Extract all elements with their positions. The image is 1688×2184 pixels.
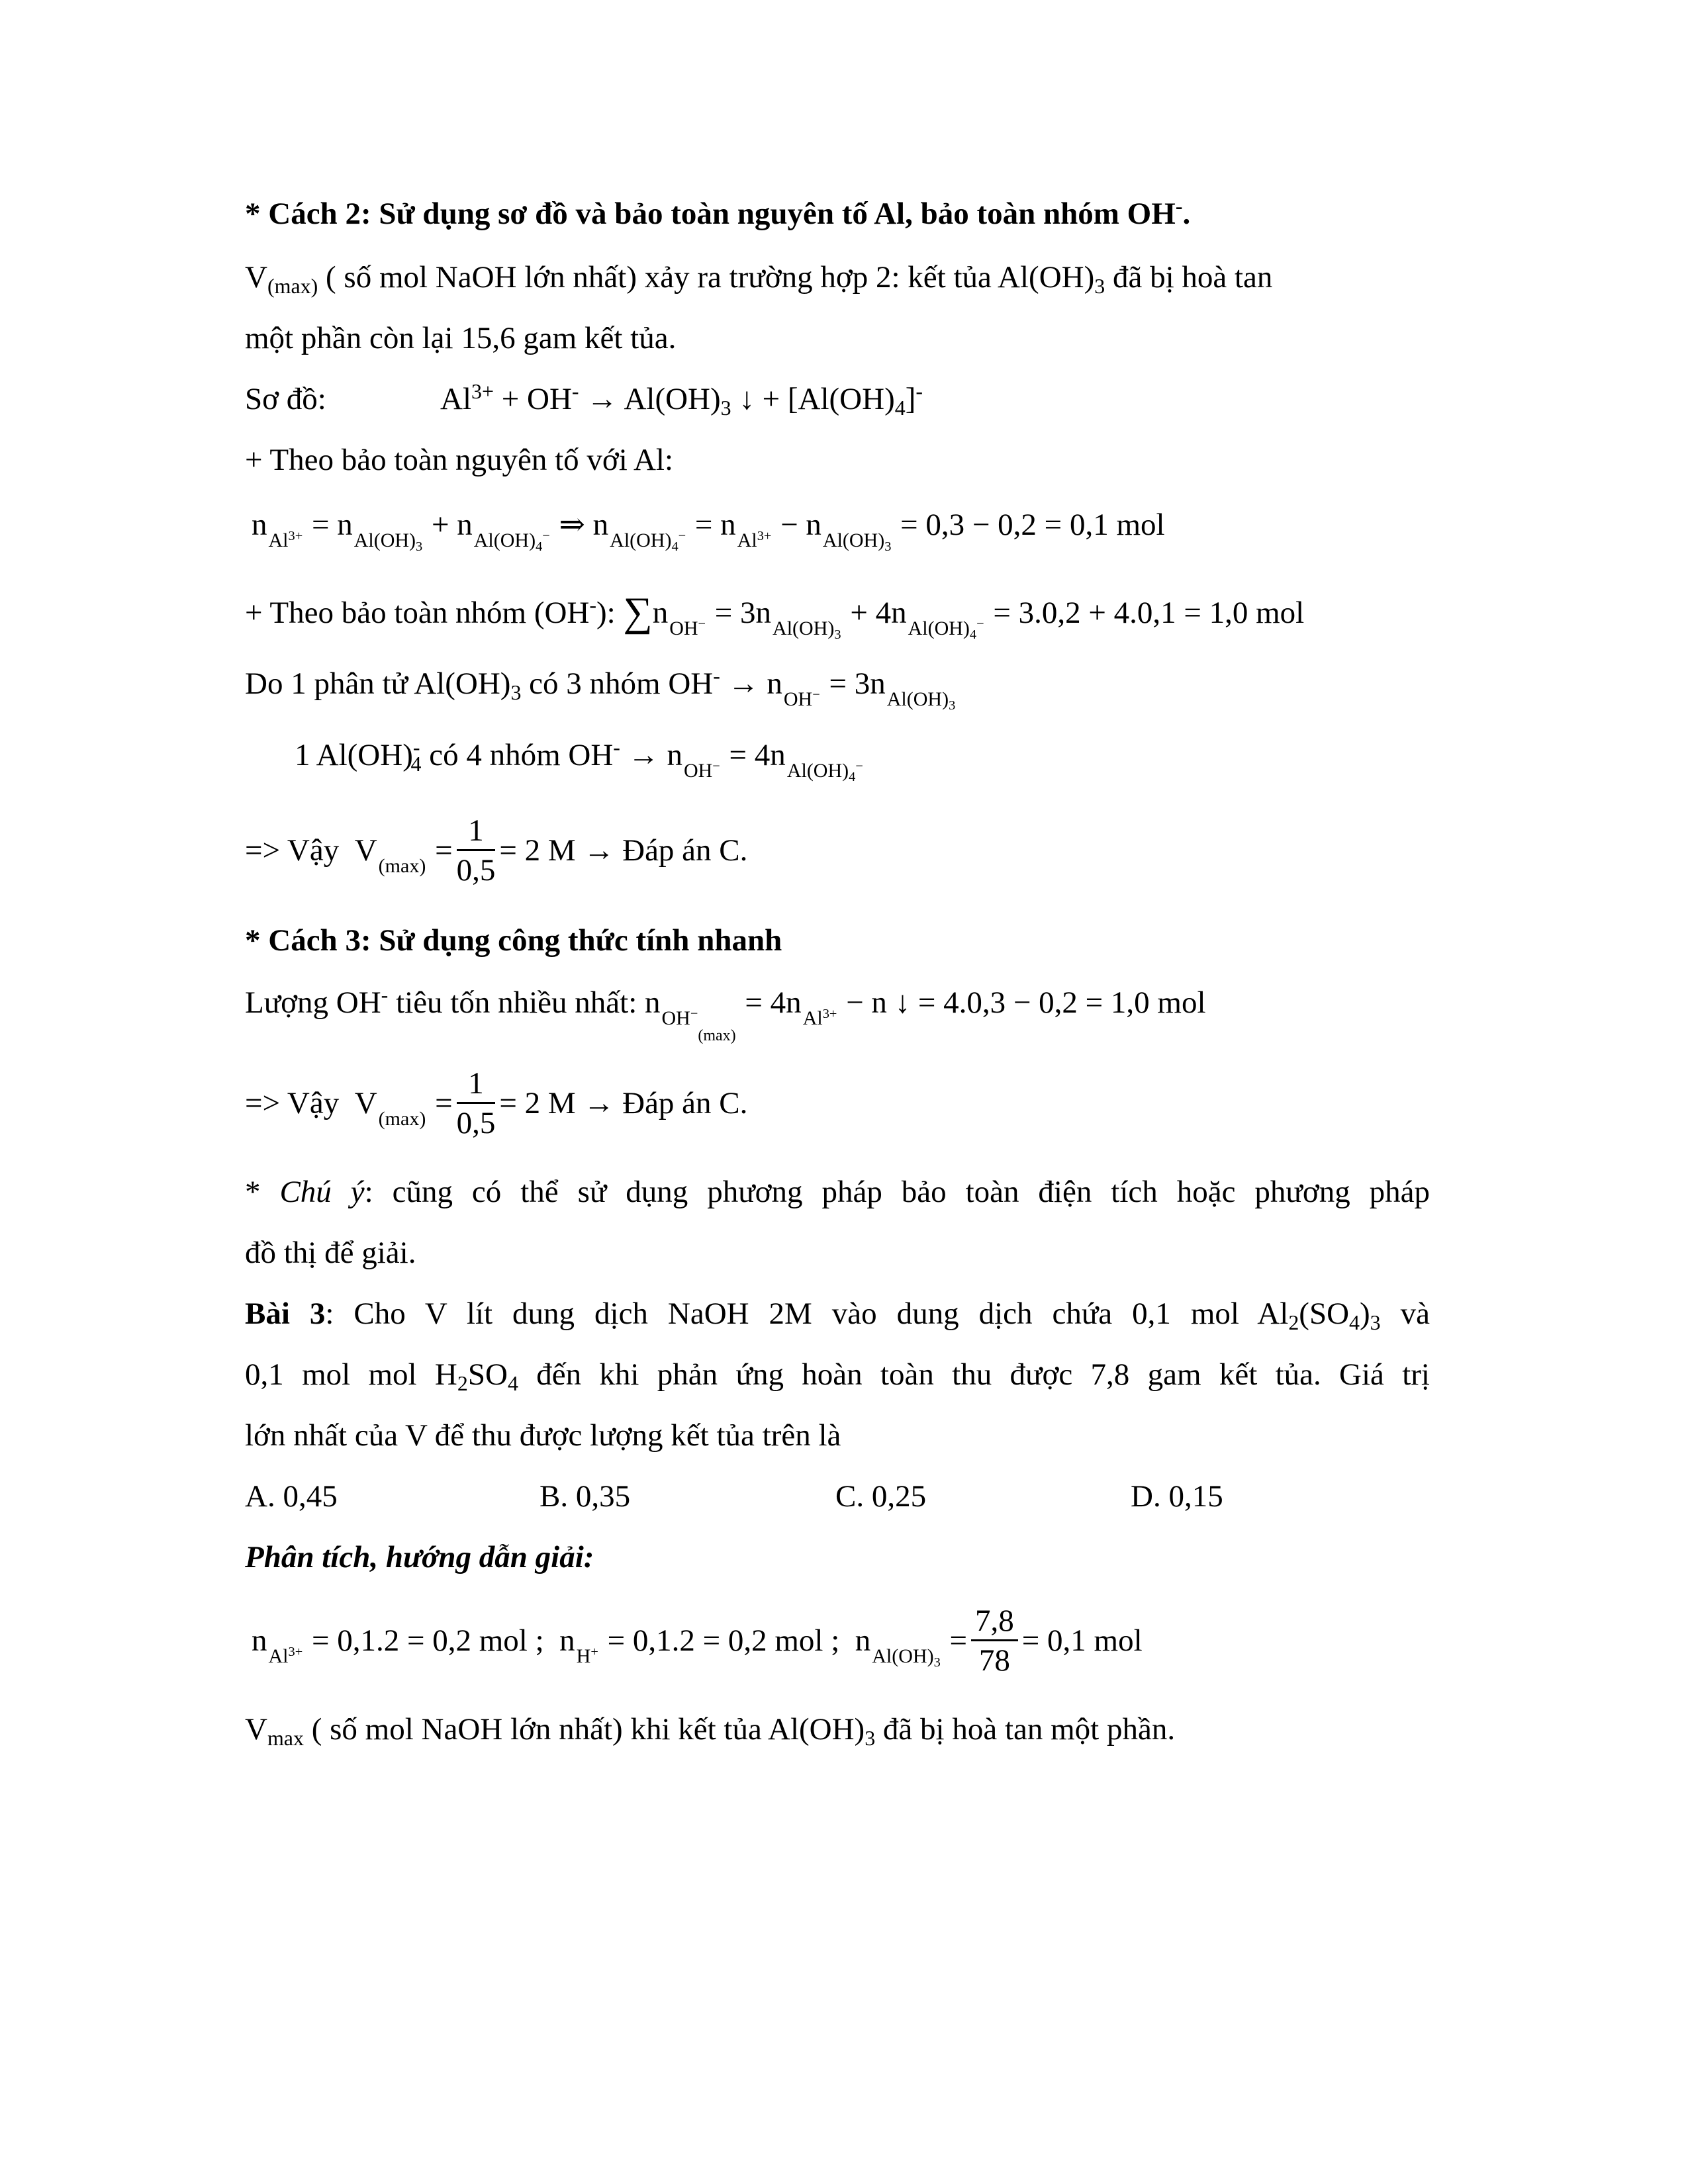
bai3-last-line: $V_{max}$ ( số mol NaOH lớn nhất) khi kết tủa $Al(OH)_3$ đã bị hoà tan một phần.: [245, 1712, 1176, 1750]
option-a: A. 0,45: [245, 1479, 338, 1514]
do-line-2: 1 $Al(OH)^-_4$ có 4 nhóm $OH^- \to n_{OH^-} = 4n_{Al(OH)_4^-}$: [295, 736, 863, 784]
sodo-equation: $Al^{3+} + OH^- \to Al(OH)_3$ ↓ + $[Al(OH)_4]^-$: [440, 380, 923, 420]
option-d: D. 0,15: [1131, 1479, 1223, 1514]
note-line-2: đồ thị để giải.: [245, 1236, 416, 1270]
analysis-heading: Phân tích, hướng dẫn giải:: [245, 1540, 594, 1574]
cach2-fraction-num: 1: [457, 815, 496, 851]
cach3-formula-line: Lượng OH- tiêu tốn nhiều nhất: $n_{OH^-_{(max)}} = 4n_{Al^{3+}} - n$ ↓ = 4.0,3 − 0,2 = 1,0 mol: [245, 983, 1206, 1044]
cach2-vmax-line: $V_{(max)}$ ( số mol NaOH lớn nhất) xảy ra trường hợp 2: kết tủa $Al(OH)_3$ đã bị hoà tan: [245, 260, 1273, 298]
note-line-1: * Chú ý: cũng có thể sử dụng phương pháp bảo toàn điện tích hoặc phương pháp: [245, 1175, 1430, 1209]
oh-conserve-line: + Theo bảo toàn nhóm (OH-): $\sum n_{OH^-} = 3n_{Al(OH)_3} + 4n_{Al(OH)_4^-} = 3.0,2 + 4.0,1 = 1,0$ mol: [245, 590, 1305, 642]
option-c: C. 0,25: [835, 1479, 927, 1514]
bai3-fraction-num: 7,8: [971, 1606, 1018, 1641]
cach2-heading: * Cách 2: Sử dụng sơ đồ và bảo toàn nguyên tố Al, bảo toàn nhóm OH-.: [245, 195, 1191, 231]
bai3-line-3: lớn nhất của V để thu được lượng kết tủa trên là: [245, 1418, 841, 1453]
sodo-label: Sơ đồ:: [245, 382, 326, 416]
cach2-result-line: => Vậy $V_{(max)}$ = $\frac{1}{0,5}$ = 2 M → Đáp án C.: [245, 813, 748, 887]
bai3-calc-line: $n_{Al^{3+}} = 0,1.2 = 0,2$ mol ; $n_{H^+} = 0,1.2 = 0,2$ mol ; $n_{Al(OH)_3}$ = $\frac{7,8}{78}$ = 0,1 mol: [252, 1604, 1143, 1678]
do-line-1: Do 1 phân tử $Al(OH)_3$ có 3 nhóm $OH^- \to n_{OH^-} = 3n_{Al(OH)_3}$: [245, 664, 956, 713]
cach3-heading: * Cách 3: Sử dụng công thức tính nhanh: [245, 923, 782, 958]
al-conserve-text: + Theo bảo toàn nguyên tố với Al:: [245, 443, 674, 477]
cach3-result-line: => Vậy $V_{(max)}$ = $\frac{1}{0,5}$ = 2 M → Đáp án C.: [245, 1066, 748, 1140]
cach3-fraction-num: 1: [457, 1068, 496, 1104]
al-conserve-equation: $n_{Al^{3+}} = n_{Al(OH)_3} + n_{Al(OH)_4^-}$ ⇒ $n_{Al(OH)_4^-} = n_{Al^{3+}} - n_{Al(OH)_3} = 0,3 - 0,2 = 0,1$ mol: [252, 508, 1165, 554]
cach2-fraction-den: 0,5: [456, 853, 496, 887]
option-b: B. 0,35: [539, 1479, 631, 1514]
cach3-fraction-den: 0,5: [456, 1106, 496, 1140]
bai3-line-1: Bài 3: Cho V lít dung dịch NaOH 2M vào dung dịch chứa 0,1 mol $Al_2(SO_4)_3$ và: [245, 1297, 1430, 1334]
bai3-line-2: 0,1 mol mol $H_2SO_4$ đến khi phản ứng hoàn toàn thu được 7,8 gam kết tủa. Giá trị: [245, 1357, 1430, 1395]
cach2-line2: một phần còn lại 15,6 gam kết tủa.: [245, 321, 677, 355]
bai3-fraction-den: 78: [978, 1643, 1010, 1678]
